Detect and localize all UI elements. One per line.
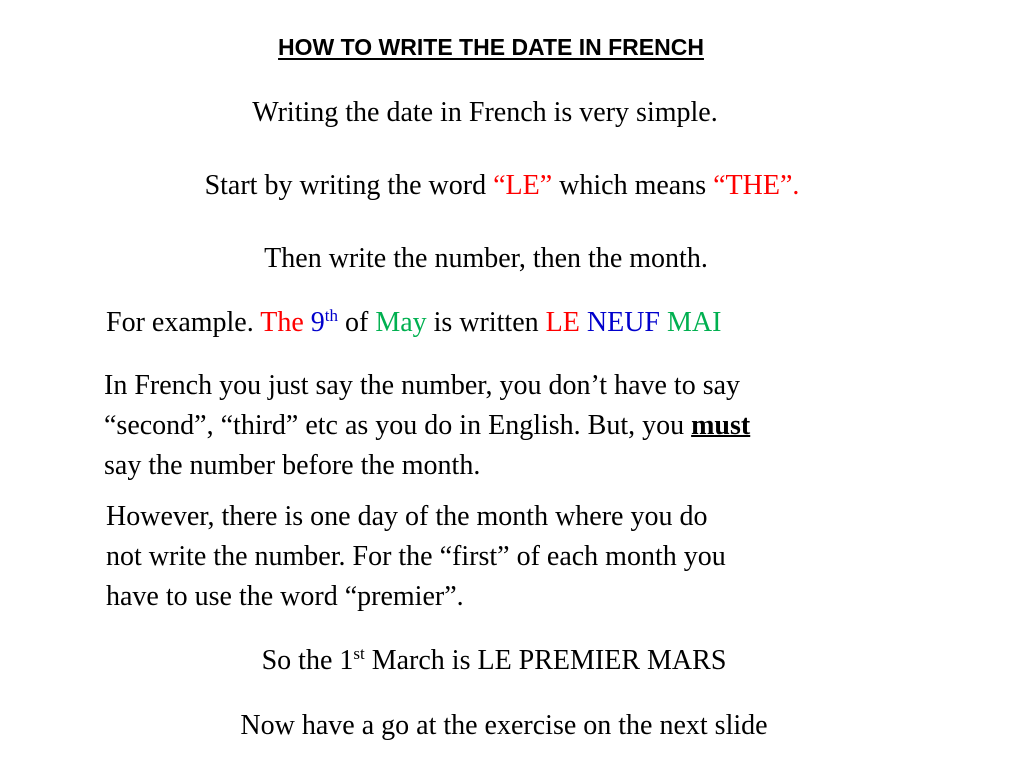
example-may: May	[375, 307, 427, 338]
example-the: The	[260, 307, 304, 338]
rule-line-1: In French you just say the number, you don’t have to say	[104, 370, 741, 401]
exception-paragraph	[106, 497, 726, 617]
rule-line-3: say the number before the month.	[104, 450, 481, 481]
intro-text: Writing the date in French is very simple.	[252, 97, 718, 128]
example-nine	[311, 307, 338, 338]
example-nine-suffix: th	[324, 306, 338, 325]
word-le-quoted: “LE”	[493, 170, 553, 201]
rule-paragraph	[104, 366, 750, 486]
first-example-after: March is LE PREMIER MARS	[364, 645, 727, 676]
exception-line-1: However, there is one day of the month where you do	[106, 501, 708, 532]
exception-line-3: have to use the word “premier”.	[106, 581, 464, 612]
rule-line-2	[104, 406, 750, 446]
word-the-quoted: “THE”.	[713, 170, 800, 201]
closing-text: Now have a go at the exercise on the next slide	[240, 710, 768, 741]
step1-text	[0, 169, 1004, 203]
example-of: of	[338, 307, 376, 338]
example-written: is written	[426, 307, 546, 338]
example-mai: MAI	[667, 307, 722, 338]
exception-line-2: not write the number. For the “first” of each month you	[106, 541, 726, 572]
example-neuf: NEUF	[586, 307, 660, 338]
first-example-suffix: st	[353, 644, 365, 663]
step2-text: Then write the number, then the month.	[264, 243, 708, 274]
slide-title: HOW TO WRITE THE DATE IN FRENCH	[278, 34, 704, 60]
rule-line-2-text: “second”, “third” etc as you do in English. But, you	[104, 410, 692, 441]
example-text	[106, 306, 721, 340]
first-example-text	[0, 644, 988, 678]
example-le: LE	[545, 307, 580, 338]
step1-middle: which means	[552, 170, 714, 201]
step1-before: Start by writing the word	[204, 170, 494, 201]
example-nine-number: 9	[310, 307, 325, 338]
first-example-before: So the 1	[261, 645, 354, 676]
emphasis-must: must	[691, 410, 751, 441]
example-space	[304, 307, 311, 338]
example-prefix: For example.	[106, 307, 261, 338]
